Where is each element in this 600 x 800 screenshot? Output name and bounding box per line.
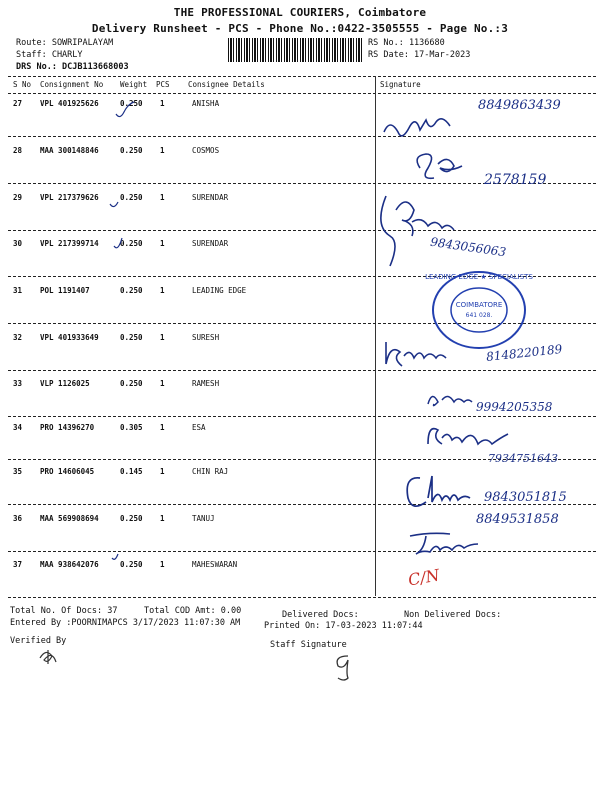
row-sno: 31 — [13, 286, 23, 295]
row-weight: 0.145 — [120, 467, 143, 476]
handwritten-phone: 9843051815 — [484, 490, 567, 505]
col-consignee: Consignee Details — [188, 80, 265, 89]
row-consignee: ESA — [192, 423, 206, 432]
stamp-ring-text: LEADING EDGE ★ SPECIALISTS — [425, 273, 533, 281]
row-consignee: RAMESH — [192, 379, 220, 388]
row-pcs: 1 — [160, 514, 165, 523]
header-rule-bottom — [8, 93, 596, 94]
printed-on: Printed On: 17-03-2023 11:07:44 — [264, 621, 423, 631]
signature-scribble — [380, 112, 470, 146]
signature-scribble — [424, 420, 534, 454]
col-consignment: Consignment No — [40, 80, 104, 89]
staff-signature-label: Staff Signature — [270, 640, 347, 650]
row-weight: 0.250 — [120, 99, 143, 108]
row-consignment: VPL 217379626 — [40, 193, 99, 202]
handwritten-cn-note: C/N — [406, 565, 442, 590]
row-consignment: VPL 401925626 — [40, 99, 99, 108]
row-consignee: SURENDAR — [192, 193, 229, 202]
col-pcs: PCS — [156, 80, 170, 89]
col-weight: Weight — [120, 80, 148, 89]
handwritten-phone: 9994205358 — [476, 400, 553, 414]
row-consignee: SURESH — [192, 333, 220, 342]
handwritten-phone: 8849531858 — [476, 512, 559, 527]
row-weight: 0.250 — [120, 193, 143, 202]
row-consignee: LEADING EDGE — [192, 286, 247, 295]
row-divider — [8, 230, 596, 231]
drs-number: DRS No.: DCJB113668003 — [16, 62, 129, 72]
runsheet-subtitle: Delivery Runsheet - PCS - Phone No.:0422-3505555 - Page No.:3 — [91, 22, 509, 35]
row-consignee: CHIN RAJ — [192, 467, 229, 476]
row-sno: 32 — [13, 333, 23, 342]
row-pcs: 1 — [160, 193, 165, 202]
company-title: THE PROFESSIONAL COURIERS, Coimbatore — [173, 6, 427, 19]
handwritten-phone: 8849863439 — [478, 98, 561, 113]
rs-date: RS Date: 17-Mar-2023 — [368, 50, 471, 60]
row-consignment: MAA 938642076 — [40, 560, 99, 569]
row-consignee: COSMOS — [192, 146, 220, 155]
row-divider — [8, 551, 596, 552]
row-weight: 0.250 — [120, 379, 143, 388]
verified-signature — [36, 646, 62, 668]
total-docs: Total No. Of Docs: 37 — [10, 606, 118, 616]
row-consignment: PRO 14396270 — [40, 423, 95, 432]
header-rule-top — [8, 76, 596, 77]
row-divider — [8, 136, 596, 137]
row-sno: 35 — [13, 467, 23, 476]
row-consignment: MAA 569908694 — [40, 514, 99, 523]
row-divider — [8, 416, 596, 417]
row-pcs: 1 — [160, 286, 165, 295]
row-consignee: SURENDAR — [192, 239, 229, 248]
signature-divider — [375, 76, 376, 596]
row-consignee: MAHESWARAN — [192, 560, 238, 569]
col-signature: Signature — [380, 80, 421, 89]
row-sno: 28 — [13, 146, 23, 155]
signature-scribble — [410, 148, 480, 182]
entered-by: Entered By :POORNIMAPCS 3/17/2023 11:07:30 AM — [10, 618, 241, 628]
handwritten-phone: 2578159 — [484, 172, 547, 188]
barcode — [228, 38, 364, 62]
row-consignee: TANUJ — [192, 514, 215, 523]
handwritten-phone: 9843056063 — [429, 234, 507, 260]
stamp-pin-text: 641 028. — [465, 312, 493, 319]
row-consignment: POL 1191407 — [40, 286, 90, 295]
row-pcs: 1 — [160, 239, 165, 248]
row-sno: 30 — [13, 239, 23, 248]
signature-scribble — [404, 530, 504, 560]
row-weight: 0.250 — [120, 560, 143, 569]
stamp-center-text: COIMBATORE — [455, 301, 503, 309]
row-pcs: 1 — [160, 146, 165, 155]
row-sno: 34 — [13, 423, 23, 432]
table-bottom-rule — [8, 597, 596, 598]
staff-signature — [330, 650, 360, 682]
row-pcs: 1 — [160, 560, 165, 569]
row-pcs: 1 — [160, 423, 165, 432]
delivered-docs: Delivered Docs: — [282, 610, 359, 620]
row-consignment: VLP 1126025 — [40, 379, 90, 388]
table-header — [0, 80, 600, 92]
row-weight: 0.250 — [120, 146, 143, 155]
row-weight: 0.250 — [120, 333, 143, 342]
handwritten-phone: 7934751643 — [488, 452, 558, 465]
staff-label: Staff: CHARLY — [16, 50, 83, 60]
row-pcs: 1 — [160, 379, 165, 388]
row-weight: 0.250 — [120, 239, 143, 248]
col-sno: S No — [13, 80, 32, 89]
row-pcs: 1 — [160, 467, 165, 476]
row-sno: 27 — [13, 99, 23, 108]
verified-by-label: Verified By — [10, 636, 67, 646]
signature-scribble — [424, 388, 484, 410]
row-sno: 33 — [13, 379, 23, 388]
total-cod: Total COD Amt: 0.00 — [144, 606, 242, 616]
signature-scribble — [380, 336, 460, 372]
rs-number: RS No.: 1136680 — [368, 38, 445, 48]
signature-scribble — [402, 470, 492, 514]
row-pcs: 1 — [160, 333, 165, 342]
row-consignment: MAA 300148846 — [40, 146, 99, 155]
row-weight: 0.305 — [120, 423, 143, 432]
row-sno: 37 — [13, 560, 23, 569]
route-label: Route: SOWRIPALAYAM — [16, 38, 114, 48]
row-divider — [8, 370, 596, 371]
row-sno: 29 — [13, 193, 23, 202]
row-consignment: VPL 217399714 — [40, 239, 99, 248]
handwritten-phone: 8148220189 — [485, 342, 563, 364]
row-weight: 0.250 — [120, 286, 143, 295]
non-delivered-docs: Non Delivered Docs: — [404, 610, 502, 620]
row-sno: 36 — [13, 514, 23, 523]
row-consignment: VPL 401933649 — [40, 333, 99, 342]
row-weight: 0.250 — [120, 514, 143, 523]
row-consignee: ANISHA — [192, 99, 220, 108]
row-consignment: PRO 14606045 — [40, 467, 95, 476]
signature-scribble — [372, 192, 482, 272]
row-pcs: 1 — [160, 99, 165, 108]
tick-marks — [108, 94, 148, 574]
